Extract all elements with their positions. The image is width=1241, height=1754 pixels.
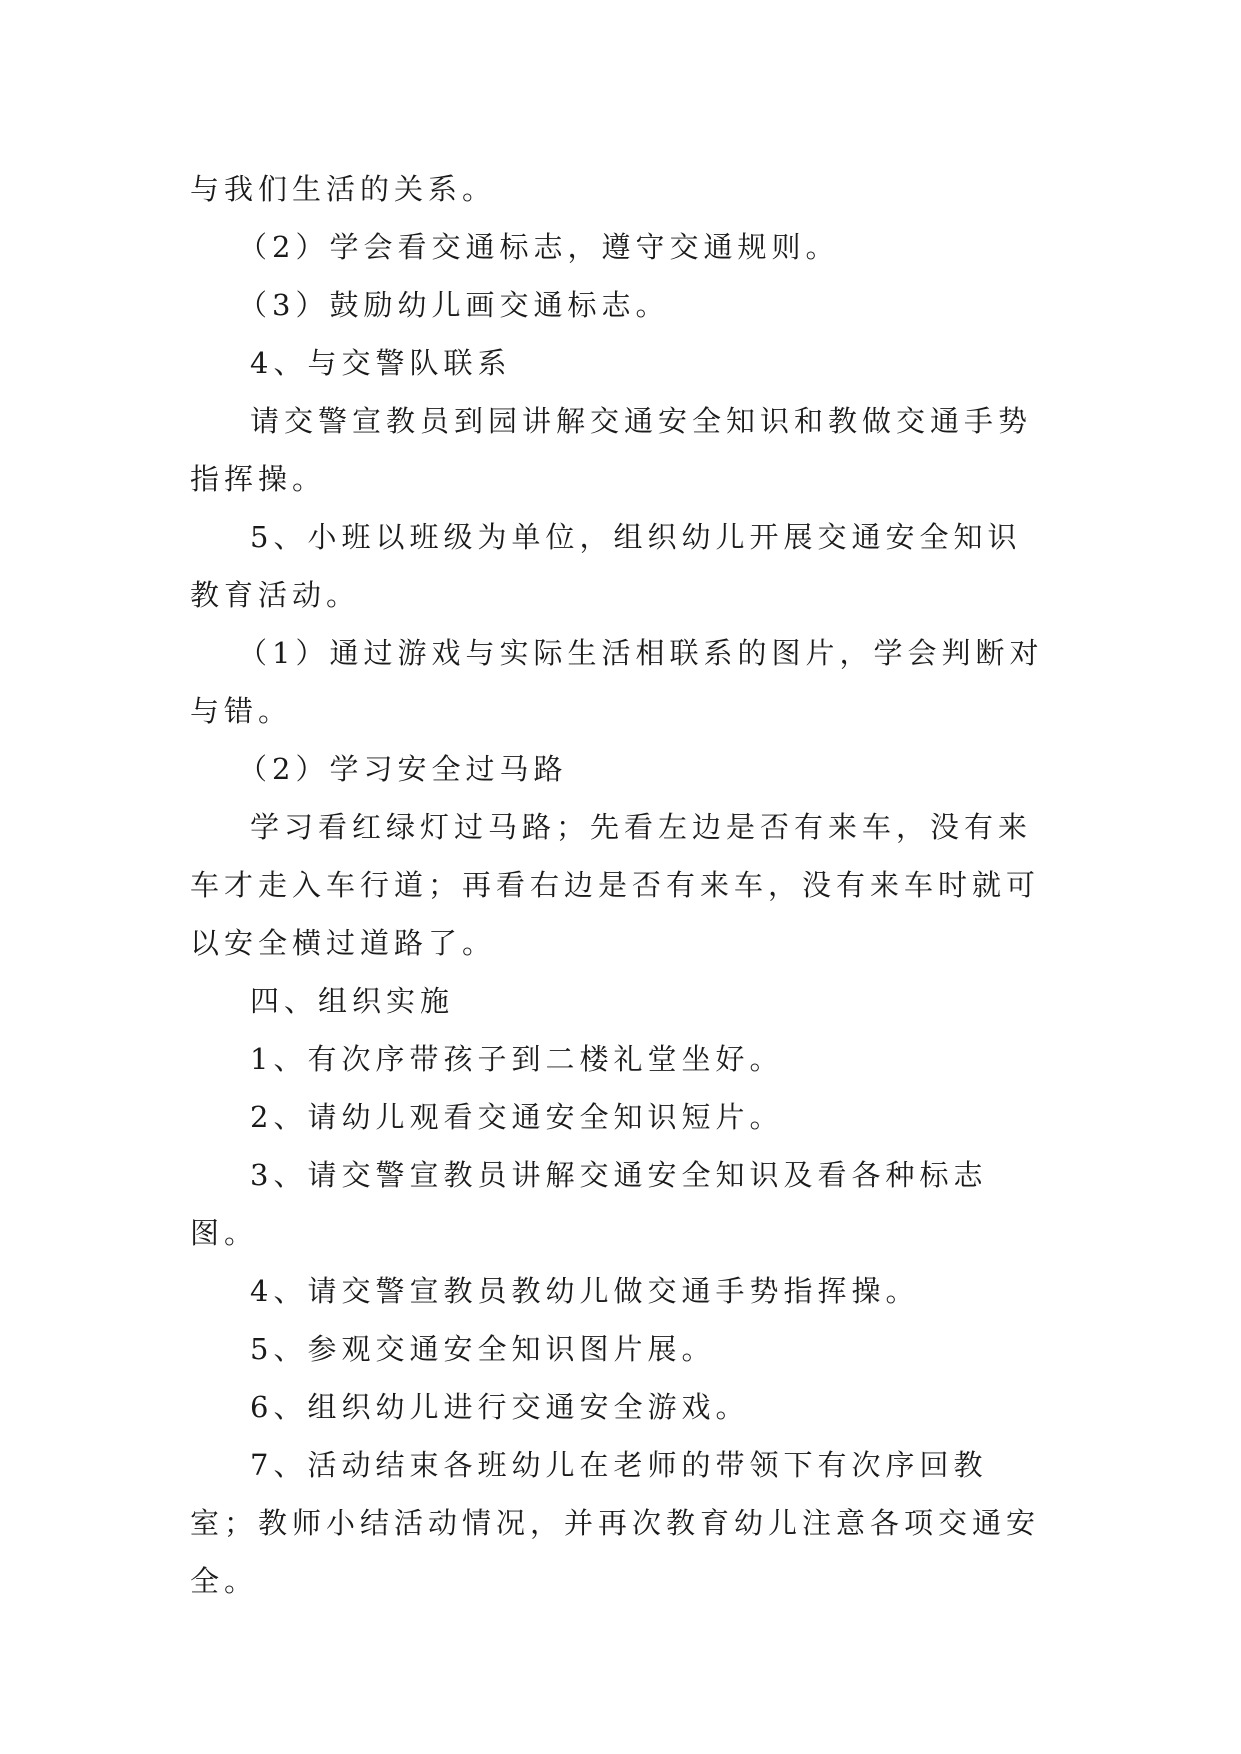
- paragraph-item-2: （2）学会看交通标志，遵守交通规则。: [238, 230, 840, 264]
- paragraph-heading-4: 4、与交警队联系: [250, 346, 512, 380]
- paragraph-item-3: （3）鼓励幼儿画交通标志。: [238, 288, 670, 322]
- step-2: 2、请幼儿观看交通安全知识短片。: [250, 1100, 784, 1134]
- paragraph-continuation: 与我们生活的关系。: [190, 172, 497, 206]
- step-4: 4、请交警宣教员教幼儿做交通手势指挥操。: [250, 1274, 920, 1308]
- step-6: 6、组织幼儿进行交通安全游戏。: [250, 1390, 750, 1424]
- paragraph-sub-2: （2）学习安全过马路: [238, 752, 568, 786]
- paragraph-sub-1: （1）通过游戏与实际生活相联系的图片，学会判断对与错。: [190, 636, 1044, 728]
- paragraph-crossing-road: 学习看红绿灯过马路；先看左边是否有来车，没有来车才走入车行道；再看右边是否有来车，没有来车时就可以安全横过道路了。: [190, 810, 1041, 960]
- step-1: 1、有次序带孩子到二楼礼堂坐好。: [250, 1042, 784, 1076]
- step-3: 3、请交警宣教员讲解交通安全知识及看各种标志图。: [190, 1158, 988, 1250]
- paragraph-heading-5: 5、小班以班级为单位，组织幼儿开展交通安全知识教育活动。: [190, 520, 1022, 612]
- section-heading-implementation: 四、组织实施: [250, 984, 455, 1018]
- step-7: 7、活动结束各班幼儿在老师的带领下有次序回教室；教师小结活动情况，并再次教育幼儿注意各项交通安全。: [190, 1448, 1041, 1598]
- step-5: 5、参观交通安全知识图片展。: [250, 1332, 716, 1366]
- paragraph-traffic-police: 请交警宣教员到园讲解交通安全知识和教做交通手势指挥操。: [190, 404, 1033, 496]
- document-body: [190, 160, 1052, 1610]
